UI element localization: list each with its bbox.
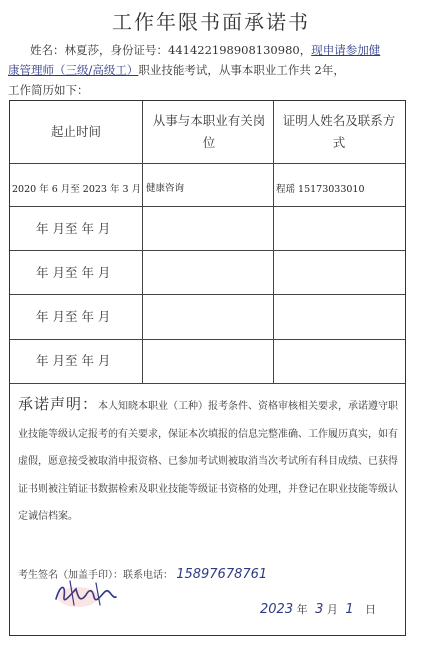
intro-line1-prefix: 姓名：林夏莎，身份证号：441422198908130980， [30, 43, 312, 57]
table-row-divider [10, 163, 405, 164]
intro-line3: 工作简历如下： [8, 83, 89, 97]
intro-line2-rest: 职业技能考试，从事本职业工作共 2年， [138, 63, 345, 77]
header-position: 从事与本职业有关岗位 [152, 113, 266, 150]
table-row-divider [10, 250, 405, 251]
table-row-divider [10, 383, 405, 384]
phone-number: 15897678761 [176, 567, 268, 582]
intro-paragraph [8, 40, 412, 100]
date-day: 1 [345, 602, 354, 617]
handwritten-signature [50, 575, 120, 611]
page-title: 工作年限书面承诺书 [112, 10, 310, 34]
date-day-label: 日 [365, 603, 377, 616]
date-year: 2023 [260, 602, 294, 617]
table-row-divider [10, 206, 405, 207]
promise-text: 本人知晓本职业（工种）报考条件、资格审核相关要求，承诺遵守职业技能等级认定报考的有关要求，保证本次填报的信息完整准确、工作履历真实，如有虚假，愿意接受被取消申报资格、已参加考试则被取消当次考试所有科目成绩、已获得证书则被注销证书数据检索及职业技能等级证书资格的处理，并登记在职业技能等级认定诚信档案。 [18, 401, 399, 522]
header-referee: 证明人姓名及联系方式 [282, 113, 396, 150]
date-month-label: 月 [326, 603, 338, 616]
table-row-divider [10, 294, 405, 295]
row1-referee: 程瑶 15173033010 [276, 184, 365, 195]
row2-period: 年 月至 年 月 [36, 221, 111, 236]
signature-date [260, 601, 376, 617]
resume-table [9, 100, 406, 636]
table-col-divider-1 [142, 101, 143, 383]
promise-statement [18, 391, 402, 531]
row1-position: 健康咨询 [146, 183, 185, 194]
signature-label: 考生签名（加盖手印）：联系电话： [18, 570, 173, 581]
date-year-label: 年 [296, 603, 308, 616]
table-col-divider-2 [273, 101, 274, 383]
date-month: 3 [315, 602, 324, 617]
header-period: 起止时间 [50, 124, 101, 139]
row3-period: 年 月至 年 月 [36, 265, 111, 280]
table-row-divider [10, 339, 405, 340]
row5-period: 年 月至 年 月 [36, 353, 111, 368]
intro-line1-handwritten: 现申请参加健 [311, 43, 381, 57]
row4-period: 年 月至 年 月 [36, 309, 111, 324]
row1-period: 2020 年 6 月至 2023 年 3 月 [12, 184, 142, 195]
promise-label: 承诺声明： [18, 395, 99, 413]
intro-line2-handwritten: 康管理师（三级/高级工） [8, 63, 139, 77]
